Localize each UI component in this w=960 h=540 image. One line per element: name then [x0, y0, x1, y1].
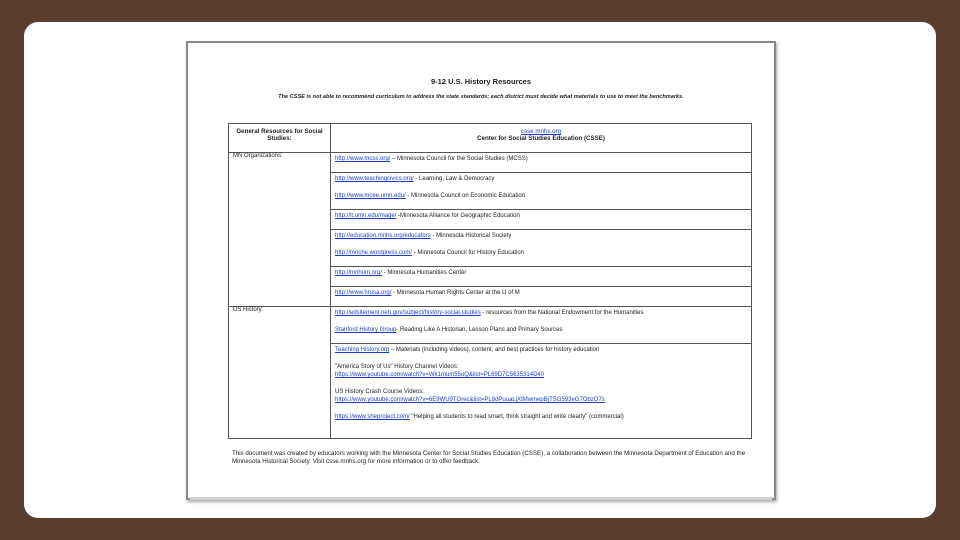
resource-link[interactable]: https://www.youtube.com/watch?v=6E9WU9TGrec&list=PL8dPuuaLjXtMwmepBjTSG593eG7ObzO7s [335, 397, 605, 403]
resource-link[interactable]: http://www.mcee.umn.edu/ [335, 193, 406, 199]
resource-link[interactable]: http://www.teachingcivics.org/ [335, 176, 414, 182]
resource-link[interactable]: http://mnche.wordpress.com/ [335, 250, 413, 256]
page-shadow [190, 497, 772, 500]
resource-cell [331, 267, 752, 287]
document-note: The CSSE is not able to recommend curriculum to address the state standards; each district must decide what materials to use to meet the benchmarks. [278, 94, 684, 100]
resource-desc: – Minnesota Council for the Social Studies (MCSS) [390, 156, 528, 162]
resource-desc: - Minnesota Human Rights Center at the U of M [391, 290, 520, 296]
resource-cell [331, 173, 752, 210]
table-header-row [229, 124, 752, 153]
resource-link[interactable]: http://lt.umn.edu/mage/ [335, 213, 397, 219]
resource-entry [335, 192, 747, 200]
document-page [186, 41, 776, 500]
table-row [229, 153, 752, 173]
resource-cell [331, 230, 752, 267]
resource-link[interactable]: http://mnhum.org/ [335, 270, 383, 276]
resource-link[interactable]: http://www.mcss.org/ [335, 156, 391, 162]
resource-desc: "Helping all students to read smart, think straight and write clearly" (commercial) [409, 414, 624, 420]
resource-label: "America Story of Us" History Channel Videos: [335, 364, 459, 370]
resource-entry [335, 175, 747, 183]
header-left-cell: General Resources for Social Studies: [229, 124, 331, 153]
table-row [229, 307, 752, 344]
resource-desc: - resources from the National Endowment for the Humanities [480, 310, 644, 316]
csse-subtitle: Center for Social Studies Education (CSSE) [477, 135, 605, 142]
resource-entry [335, 249, 747, 257]
resource-desc: -Minnesota Alliance for Geographic Education [396, 213, 520, 219]
resource-desc: – Materials (including videos), content, and best practices for history education [389, 347, 600, 353]
resource-link[interactable]: https://www.youtube.com/watch?v=Wk1mum55uQ&list=PL69D7C5635314D40 [335, 372, 545, 378]
resource-link[interactable]: Stanford History Group [335, 327, 397, 333]
resource-entry [335, 326, 747, 334]
resource-link[interactable]: http://www.hrusa.org/ [335, 290, 392, 296]
resource-desc: - Minnesota Council on Economic Education [405, 193, 526, 199]
csse-link[interactable]: csse.mnhs.org [520, 128, 562, 135]
resource-entry [335, 269, 747, 277]
document-title: 9-12 U.S. History Resources [430, 77, 532, 86]
resource-link[interactable]: http://edsitement.neh.gov/subject/history-social-studies [335, 310, 481, 316]
resource-label: US History Crash Course Videos: [335, 389, 424, 395]
resource-link[interactable]: http://education.mnhs.org/educators [335, 233, 431, 239]
resource-cell [331, 210, 752, 230]
resource-cell [331, 344, 752, 439]
resource-entry [335, 413, 747, 421]
resource-cell [331, 287, 752, 307]
resource-entry [335, 388, 747, 404]
resource-link[interactable]: https://www.sheproject.com/ [335, 414, 410, 420]
resource-entry [335, 309, 747, 317]
header-right-cell [331, 124, 752, 153]
resource-desc: - Minnesota Historical Society [430, 233, 512, 239]
resource-desc: - Minnesota Council for History Education [412, 250, 525, 256]
resource-desc: - Learning, Law & Democracy [413, 176, 495, 182]
resource-cell [331, 153, 752, 173]
resource-entry [335, 155, 747, 163]
resource-entry [335, 232, 747, 240]
resource-entry [335, 346, 747, 354]
mn-organizations-label: MN Organizations: [229, 153, 331, 307]
us-history-label: US History: [229, 307, 331, 439]
resource-cell [331, 307, 752, 344]
resource-entry [335, 363, 747, 379]
resource-entry [335, 289, 747, 297]
resource-link[interactable]: Teaching History.org [335, 347, 390, 353]
resource-desc: - Minnesota Humanities Center [382, 270, 467, 276]
resources-table [228, 123, 752, 439]
resource-entry [335, 212, 747, 220]
resource-desc: - Reading Like A Historian, Lesson Plans and Primary Sources [396, 327, 563, 333]
document-footer: This document was created by educators working with the Minnesota Center for Social Studies Education (CSSE), a collaboration between the Minnesota Department of Education and the Minnesota Historical Society. Visit csse.mnhs.org for more information or to offer feedback. [232, 450, 746, 465]
